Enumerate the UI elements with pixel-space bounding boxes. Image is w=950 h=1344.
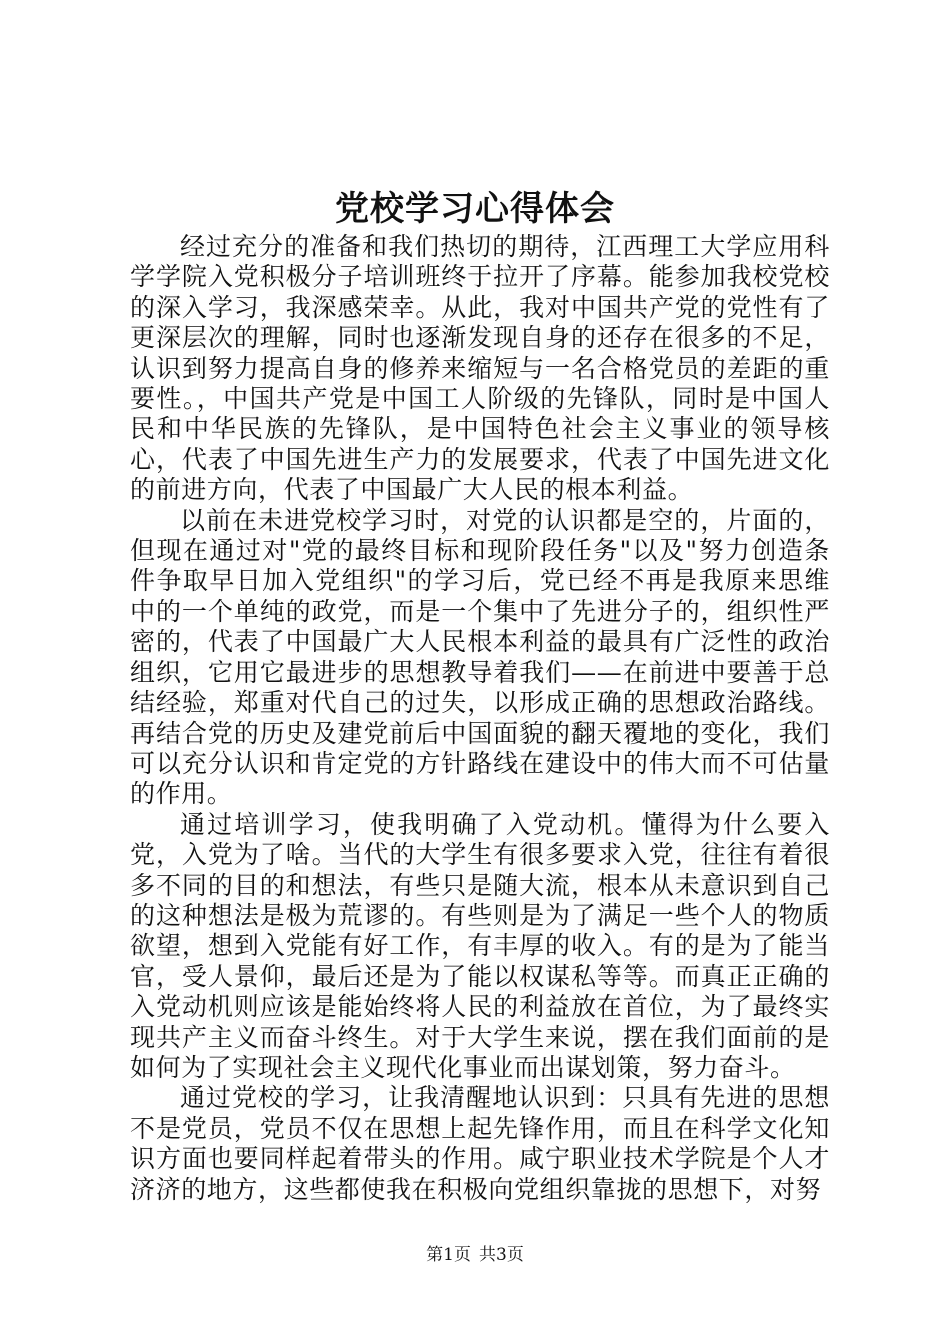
page-footer [0,1243,950,1267]
paragraph-4: 通过党校的学习，让我清醒地认识到：只具有先进的思想不是党员，党员不仅在思想上起先锋作用，而且在科学文化知识方面也要同样起着带头的作用。咸宁职业技术学院是个人才济济的地方，这些都使我在积极向党组织靠拢的思想下，对努 [130,1083,830,1204]
paragraph-2: 以前在未进党校学习时，对党的认识都是空的，片面的，但现在通过对"党的最终目标和现阶段任务"以及"努力创造条件争取早日加入党组织"的学习后，党已经不再是我原来思维中的一个单纯的政党，而是一个集中了先进分子的，组织性严密的，代表了中国最广大人民根本利益的最具有广泛性的政治组织，它用它最进步的思想教导着我们——在前进中要善于总结经验，郑重对代自己的过失，以形成正确的思想政治路线。再结合党的历史及建党前后中国面貌的翻天覆地的变化，我们可以充分认识和肯定党的方针路线在建设中的伟大而不可估量的作用。 [130,505,830,809]
document-title: 党校学习心得体会 [335,189,615,229]
document-body [130,232,830,1205]
page-number-total: 共3页 [479,1245,524,1265]
paragraph-3: 通过培训学习，使我明确了入党动机。懂得为什么要入党，入党为了啥。当代的大学生有很多要求入党，往往有着很多不同的目的和想法，有些只是随大流，根本从未意识到自己的这种想法是极为荒谬的。有些则是为了满足一些个人的物质欲望，想到入党能有好工作，有丰厚的收入。有的是为了能当官，受人景仰，最后还是为了能以权谋私等等。而真正正确的入党动机则应该是能始终将人民的利益放在首位，为了最终实现共产主义而奋斗终生。对于大学生来说，摆在我们面前的是如何为了实现社会主义现代化事业而出谋划策，努力奋斗。 [130,809,830,1082]
paragraph-1: 经过充分的准备和我们热切的期待，江西理工大学应用科学学院入党积极分子培训班终于拉开了序幕。能参加我校党校的深入学习，我深感荣幸。从此，我对中国共产党的党性有了更深层次的理解，同时也逐渐发现自身的还存在很多的不足，认识到努力提高自身的修养来缩短与一名合格党员的差距的重要性。，中国共产党是中国工人阶级的先锋队，同时是中国人民和中华民族的先锋队，是中国特色社会主义事业的领导核心，代表了中国先进生产力的发展要求，代表了中国先进文化的前进方向，代表了中国最广大人民的根本利益。 [130,232,830,505]
page-number-current: 第1页 [426,1245,471,1265]
